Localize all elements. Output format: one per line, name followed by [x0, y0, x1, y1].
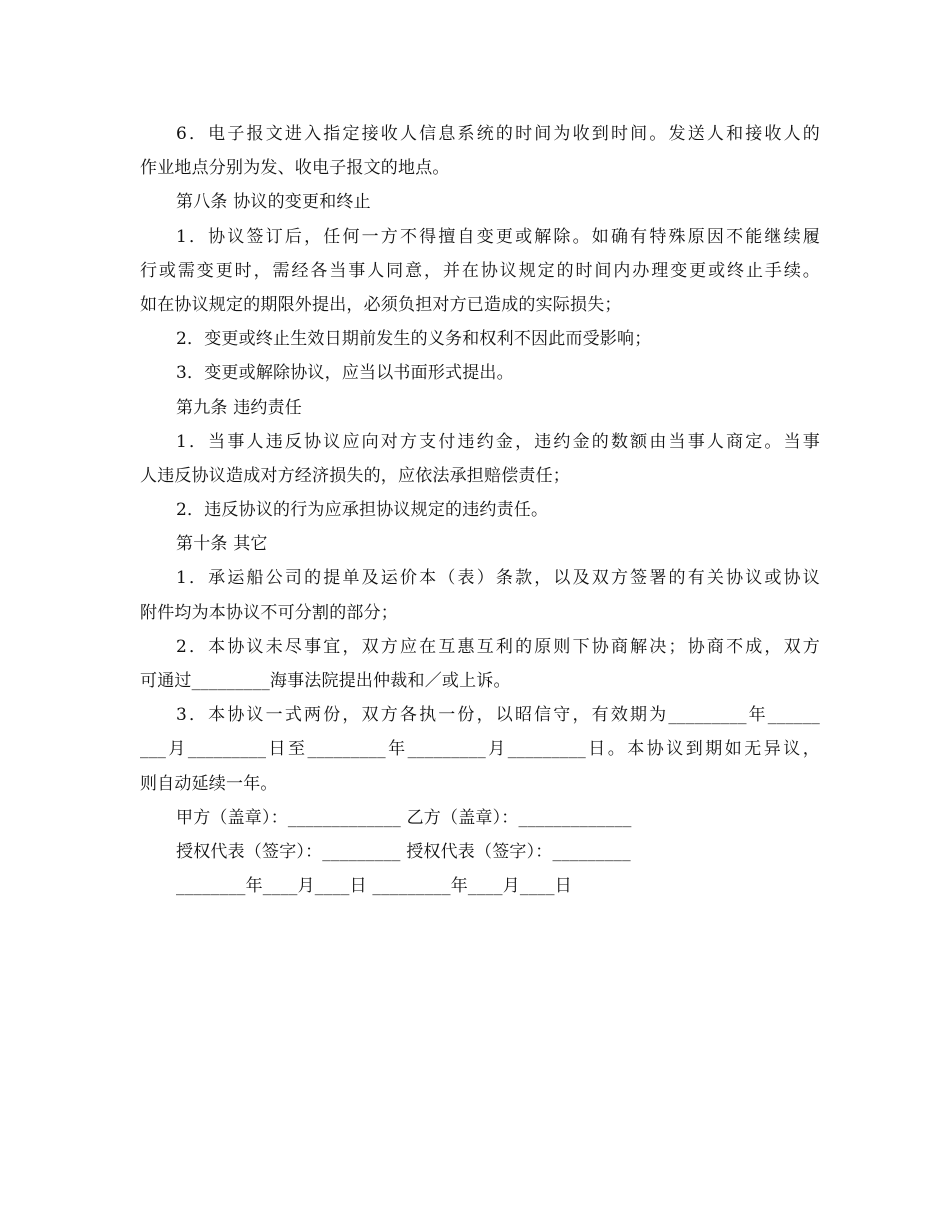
article-8-item-3: 3．变更或解除协议，应当以书面形式提出。 [176, 363, 514, 384]
article-10-item-1-line-2: 附件均为本协议不可分割的部分； [140, 602, 398, 623]
article-8-item-1-line-2: 行或需变更时，需经各当事人同意，并在协议规定的时间内办理变更或终止手续。 [140, 260, 820, 281]
article-9-item-2: 2．违反协议的行为应承担协议规定的违约责任。 [176, 500, 549, 521]
clause-7-item-6-line-2: 作业地点分别为发、收电子报文的地点。 [140, 158, 450, 179]
article-8-item-1-line-3: 如在协议规定的期限外提出，必须负担对方已造成的实际损失； [140, 294, 622, 315]
article-9-item-1-line-2: 人违反协议造成对方经济损失的，应依法承担赔偿责任； [140, 465, 570, 486]
article-10-heading: 第十条 其它 [176, 534, 268, 555]
article-8-item-2: 2．变更或终止生效日期前发生的义务和权利不因此而受影响； [176, 329, 652, 350]
article-8-heading: 第八条 协议的变更和终止 [176, 192, 371, 213]
representative-signature-line: 授权代表（签字）：_________ 授权代表（签字）：_________ [176, 841, 631, 862]
article-10-item-1-line-1: 1．承运船公司的提单及运价本（表）条款，以及双方签署的有关协议或协议 [176, 568, 820, 589]
party-seal-line: 甲方（盖章）：_____________ 乙方（盖章）：_____________ [176, 807, 632, 828]
article-9-item-1-line-1: 1．当事人违反协议应向对方支付违约金，违约金的数额由当事人商定。当事 [176, 431, 820, 452]
article-10-item-3-line-2: ___月_________日至_________年_________月_________日。本协议到期如无异议， [140, 739, 820, 760]
document-body [140, 117, 820, 903]
article-8-item-1-line-1: 1．协议签订后，任何一方不得擅自变更或解除。如确有特殊原因不能继续履 [176, 226, 820, 247]
article-9-heading: 第九条 违约责任 [176, 397, 303, 418]
signing-date-line: ________年____月____日 _________年____月____日 [176, 876, 572, 897]
clause-7-item-6-line-1: 6．电子报文进入指定接收人信息系统的时间为收到时间。发送人和接收人的 [176, 124, 820, 144]
article-10-item-2-line-2: 可通过_________海事法院提出仲裁和／或上诉。 [140, 671, 511, 691]
article-10-item-2-line-1: 2．本协议未尽事宜，双方应在互惠互利的原则下协商解决；协商不成，双方 [176, 636, 820, 657]
article-10-item-3-line-3: 则自动延续一年。 [140, 773, 278, 794]
article-10-item-3-line-1: 3．本协议一式两份，双方各执一份，以昭信守，有效期为_________年______ [176, 705, 820, 726]
